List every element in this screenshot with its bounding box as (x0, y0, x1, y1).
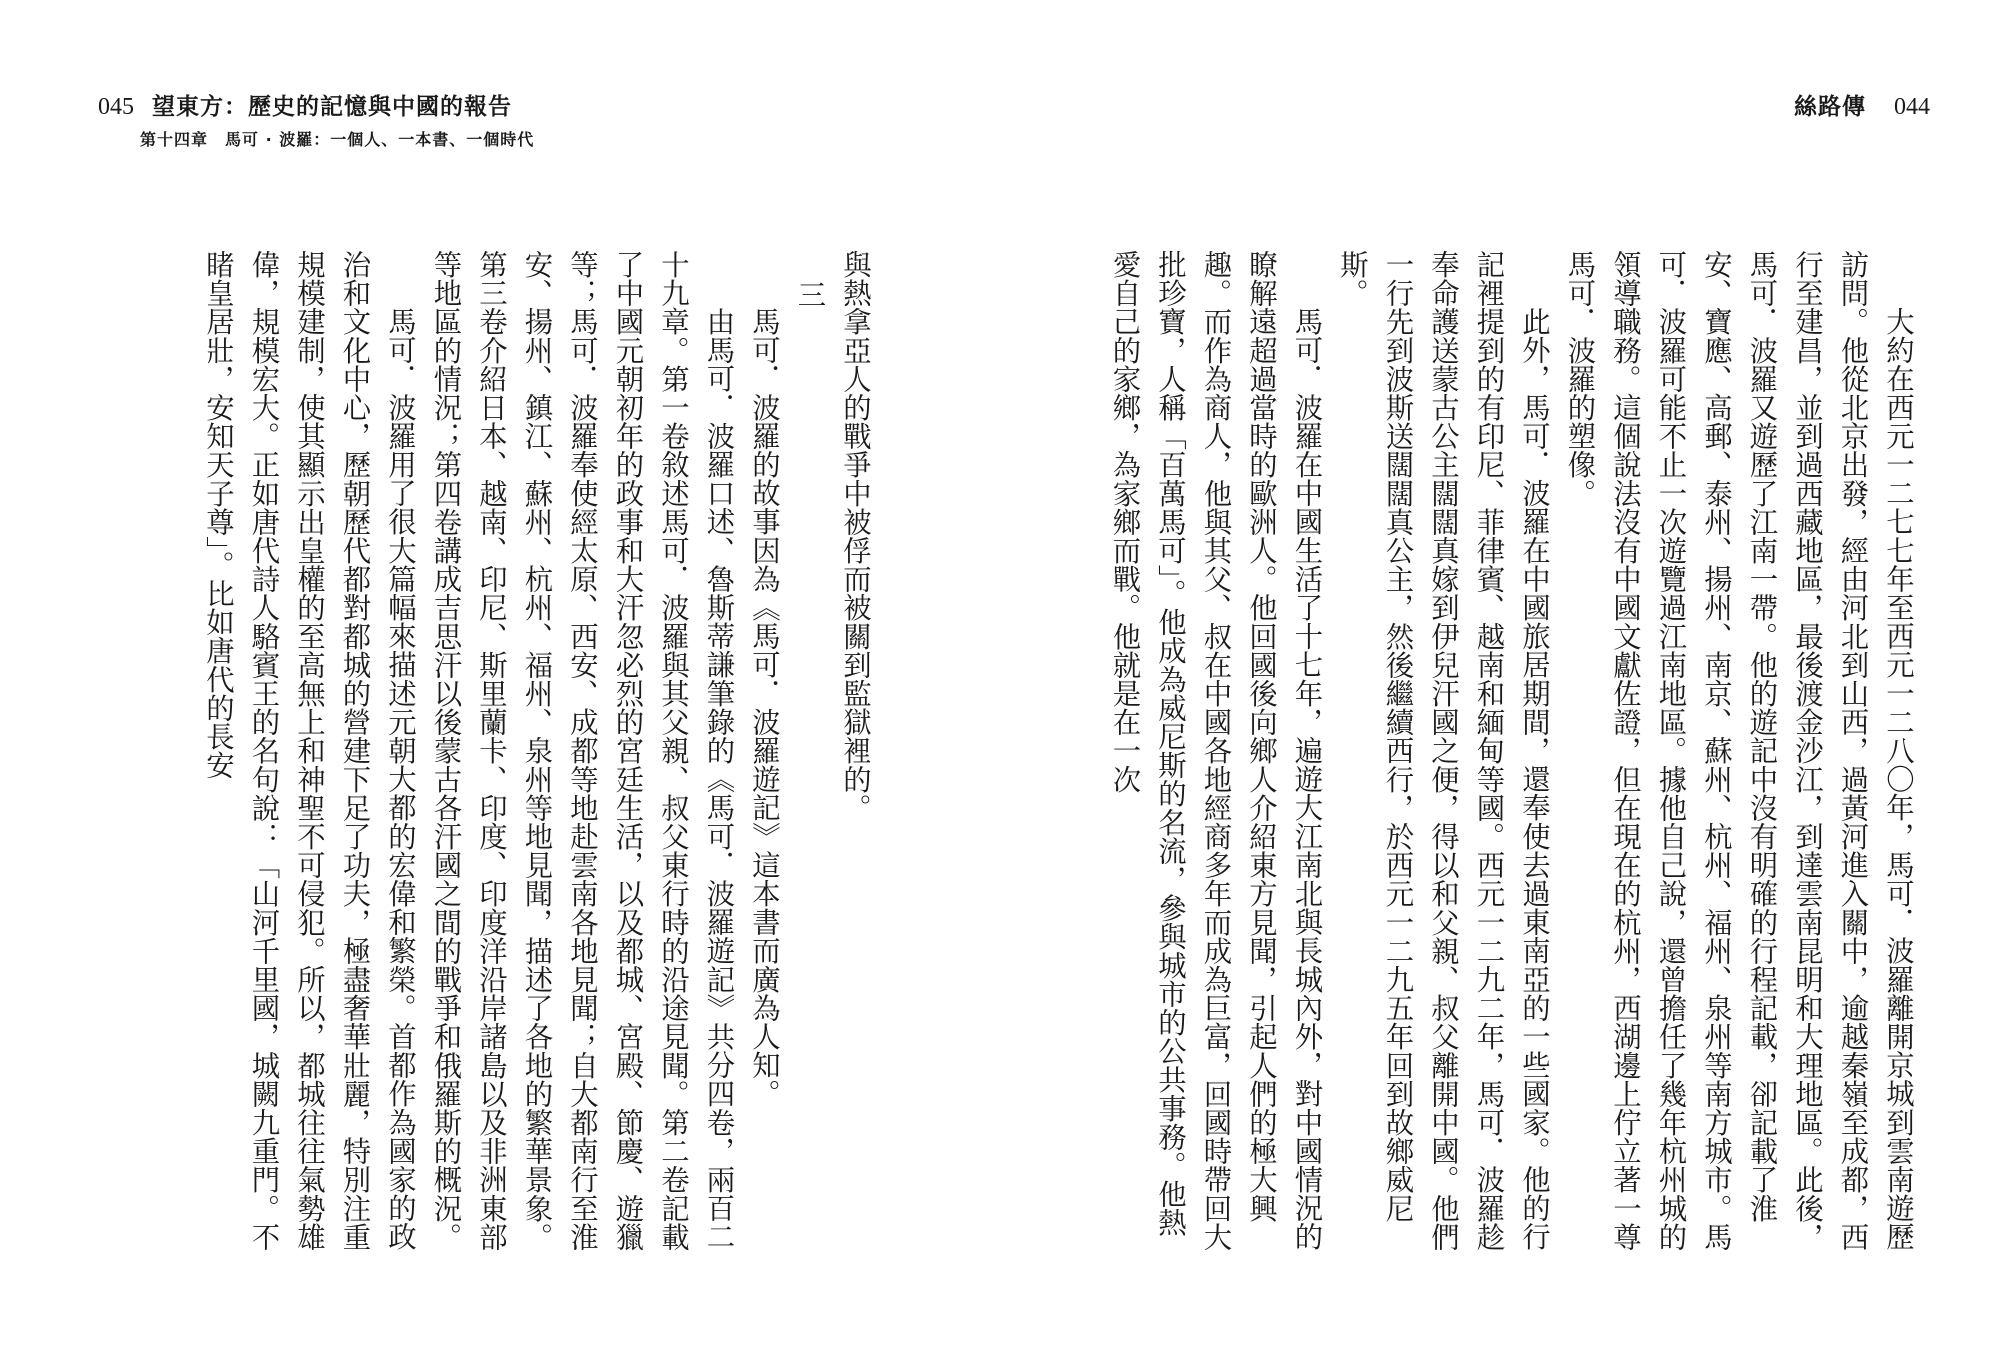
paragraph: 由馬可．波羅口述、魯斯蒂謙筆錄的《馬可．波羅遊記》共分四卷，兩百二十九章。第一卷敘述馬可．波羅與其父親、叔父東行時的沿途見聞。第二卷記載了中國元朝初年的政事和大汗忽必烈的宮廷生活，以及都城、宮殿、節慶、遊獵等；馬可．波羅奉使經太原、西安、成都等地赴雲南各地見聞；自大都南行至淮安、揚州、鎮江、蘇州、杭州、福州、泉州等地見聞，描述了各地的繁華景象。第三卷介紹日本、越南、印尼、斯里蘭卡、印度、印度洋沿岸諸島以及非洲東部等地區的情況；第四卷講成吉思汗以後蒙古各汗國之間的戰爭和俄羅斯的概況。 (429, 250, 736, 1251)
paragraph: 馬可．波羅在中國生活了十七年，遍遊大江南北與長城內外，對中國情況的瞭解遠超過當時的歐洲人。他回國後向鄉人介紹東方見聞，引起人們的極大興趣。而作為商人，他與其父、叔在中國各地經商多年而成為巨富，回國時帶回大批珍寶，人稱「百萬馬可」。他成為威尼斯的名流，參與城市的公共事務。他熱愛自己的家鄉，為家鄉而戰。他就是在一次 (1108, 250, 1324, 1251)
chapter-subtitle: 第十四章 馬可 · 波羅：一個人、一本書、一個時代 (140, 130, 535, 149)
left-book-title: 望東方：歷史的記憶與中國的報告 (152, 94, 512, 120)
right-page (1004, 0, 2008, 1358)
left-body-text (158, 250, 878, 1260)
paragraph: 大約在西元一二七七年至西元一二八〇年，馬可．波羅離開京城到雲南遊歷訪問。他從北京出發，經由河北到山西，過黃河進入關中，逾越秦嶺至成都，西行至建昌，並到過西藏地區，最後渡金沙江，到達雲南昆明和大理地區。此後，馬可．波羅又遊歷了江南一帶。他的遊記中沒有明確的行程記載，卻記載了淮安、寶應、高郵、泰州、揚州、南京、蘇州、杭州、福州、泉州等南方城市。馬可．波羅可能不止一次遊覽過江南地區。據他自己說，還曾擔任了幾年杭州城的領導職務。這個說法沒有中國文獻佐證，但在現在的杭州，西湖邊上佇立著一尊馬可．波羅的塑像。 (1563, 250, 1915, 1251)
paragraph: 與熱拿亞人的戰爭中被俘而被關到監獄裡的。 (839, 250, 872, 822)
left-running-header (98, 88, 534, 150)
paragraph: 此外，馬可．波羅在中國旅居期間，還奉使去過東南亞的一些國家。他的行記裡提到的有印尼、菲律賓、越南和緬甸等國。西元一二九二年，馬可．波羅趁奉命護送蒙古公主闊闊真嫁到伊兒汗國之便，得以和父親、叔父離開中國。他們一行先到波斯送闊闊真公主，然後繼續西行，於西元一二九五年回到故鄉威尼斯。 (1336, 250, 1551, 1251)
left-page-number: 045 (98, 94, 134, 120)
right-running-header (1794, 88, 1930, 121)
paragraph: 馬可．波羅的故事因為《馬可．波羅遊記》這本書而廣為人知。 (748, 306, 781, 1108)
paragraph: 馬可．波羅用了很大篇幅來描述元朝大都的宏偉和繁榮。首都作為國家的政治和文化中心，歷朝歷代都對都城的營建下足了功夫，極盡奢華壯麗，特別注重規模建制，使其顯示出皇權的至高無上和神聖不可侵犯。所以，都城往往氣勢雄偉，規模宏大。正如唐代詩人駱賓王的名句說：「山河千里國，城闕九重門。不睹皇居壯，安知天子尊」。比如唐代的長安 (202, 250, 417, 1251)
right-book-title: 絲路傳 (1794, 94, 1866, 120)
right-body-text (1108, 250, 1921, 1260)
section-number: 三 (793, 280, 827, 309)
right-page-number: 044 (1894, 94, 1930, 120)
